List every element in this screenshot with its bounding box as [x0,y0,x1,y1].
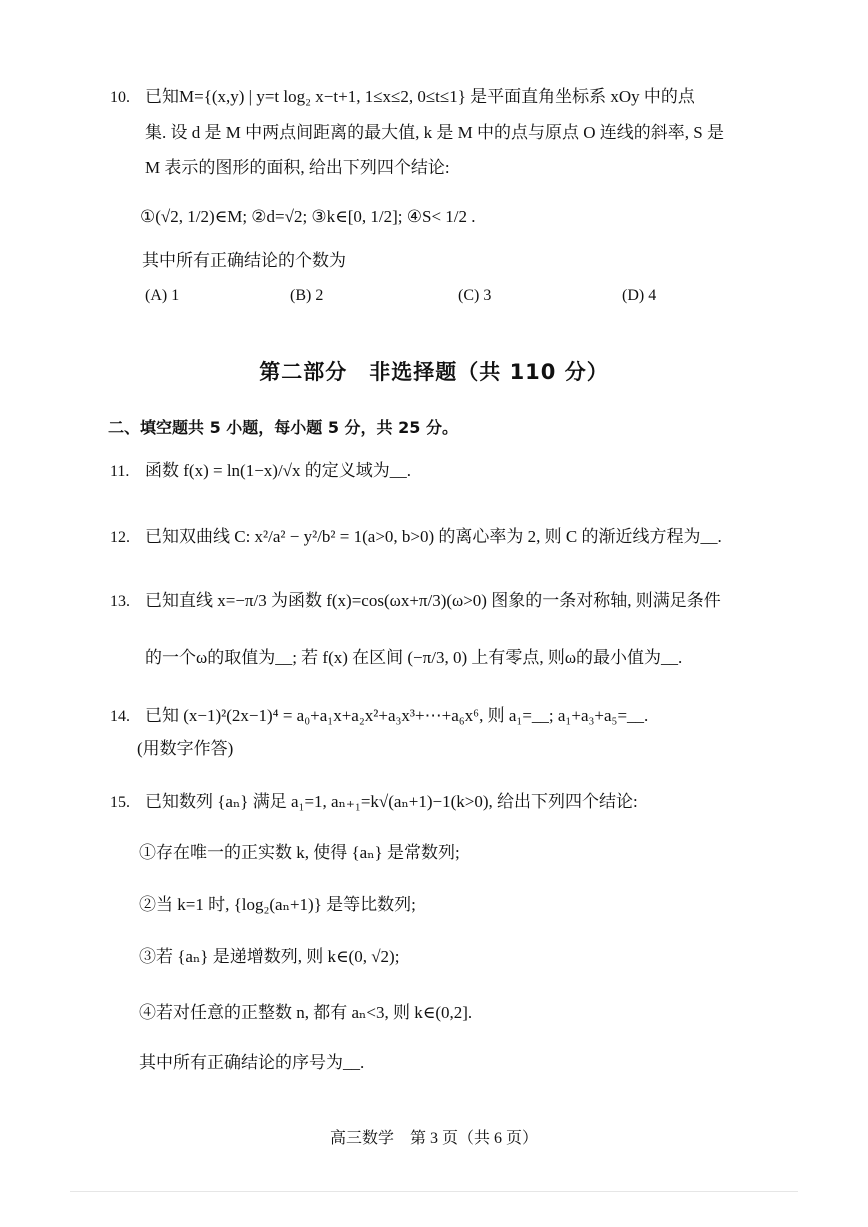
q10-option-d: (D) 4 [622,287,657,304]
q15-conclusion-3: ③若 {aₙ} 是递增数列, 则 k∈(0, √2); [139,947,400,966]
q13-line1: 已知直线 x=−π/3 为函数 f(x)=cos(ωx+π/3)(ω>0) 图象的一条对称轴, 则满足条件 [145,591,721,610]
bottom-divider [70,1191,798,1192]
q14-number: 14. [110,708,130,725]
q10-option-b: (B) 2 [290,287,324,304]
page-footer: 高三数学 第 3 页（共 6 页） [329,1130,538,1147]
q10-line2: 集. 设 d 是 M 中两点间距离的最大值, k 是 M 中的点与原点 O 连线的斜率, S 是 [145,123,724,142]
q10-line3: M 表示的图形的面积, 给出下列四个结论: [145,158,450,177]
q13-line2: 的一个ω的取值为__; 若 f(x) 在区间 (−π/3, 0) 上有零点, 则ω的最小值为__. [145,648,683,667]
q12-text: 已知双曲线 C: x²/a² − y²/b² = 1(a>0, b>0) 的离心率为 2, 则 C 的渐近线方程为__. [145,527,722,546]
q15-line1: 已知数列 {aₙ} 满足 a₁=1, aₙ₊₁=k√(aₙ+1)−1(k>0), 给出下列四个结论: [145,792,638,811]
q15-conclusion-2: ②当 k=1 时, {log₂(aₙ+1)} 是等比数列; [139,895,416,914]
q10-option-a: (A) 1 [145,287,180,304]
q12-number: 12. [110,529,130,546]
q10-line1: 已知M={(x,y) | y=t log₂ x−t+1, 1≤x≤2, 0≤t≤1} 是平面直角坐标系 xOy 中的点 [145,87,695,106]
q10-option-c: (C) 3 [458,287,492,304]
q10-number: 10. [110,89,130,106]
q13-number: 13. [110,593,130,610]
q15-conclusion-4: ④若对任意的正整数 n, 都有 aₙ<3, 则 k∈(0,2]. [139,1003,473,1022]
q15-prompt: 其中所有正确结论的序号为__. [139,1053,365,1072]
q11-number: 11. [110,463,130,480]
q10-prompt: 其中所有正确结论的个数为 [142,251,346,270]
q14-line2: (用数字作答) [137,739,234,758]
q15-number: 15. [110,794,130,811]
section-header: 二、填空题共 5 小题，每小题 5 分，共 25 分。 [108,418,458,437]
q10-conclusions: ①(√2, 1/2)∈M; ②d=√2; ③k∈[0, 1/2]; ④S< 1/2 . [140,207,476,226]
q11-text: 函数 f(x) = ln(1−x)/√x 的定义域为__. [145,461,412,480]
q14-line1: 已知 (x−1)²(2x−1)⁴ = a₀+a₁x+a₂x²+a₃x³+⋯+a₆x⁶, 则 a₁=__; a₁+a₃+a₅=__. [145,706,649,725]
q15-conclusion-1: ①存在唯一的正实数 k, 使得 {aₙ} 是常数列; [139,843,460,862]
part2-title: 第二部分 非选择题（共 110 分） [259,360,609,384]
